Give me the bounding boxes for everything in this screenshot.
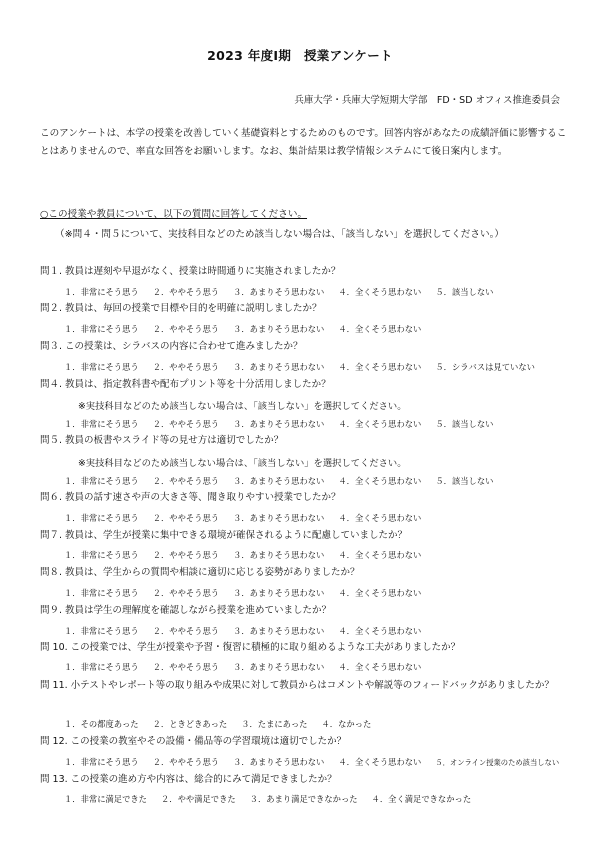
option[interactable]: ４．全くそう思わない [338, 550, 422, 560]
option[interactable]: １．非常にそう思う [64, 626, 139, 636]
option[interactable]: １．非常にそう思う [64, 324, 139, 334]
option[interactable]: ５．該当しない [435, 476, 494, 486]
option[interactable]: ２．ときどきあった [152, 719, 228, 729]
option[interactable]: ３．あまりそう思わない [233, 476, 325, 486]
option[interactable]: １．非常にそう思う [64, 476, 139, 486]
option[interactable]: １．非常にそう思う [64, 287, 139, 297]
option[interactable]: ２．ややそう思う [152, 324, 220, 334]
answer-options [64, 718, 385, 730]
option[interactable]: ４．全くそう思わない [338, 662, 422, 672]
option[interactable]: ２．ややそう思う [152, 626, 220, 636]
option[interactable]: ５．シラバスは見ていない [435, 362, 535, 372]
answer-options [64, 361, 549, 373]
option[interactable]: ２．ややそう思う [152, 513, 220, 523]
option[interactable]: １．非常にそう思う [64, 513, 139, 523]
answer-options [64, 549, 435, 561]
option[interactable]: １．非常にそう思う [64, 662, 139, 672]
question: 問７. 教員は、学生が授業に集中できる環境が確保されるように配慮していましたか？ [40, 530, 408, 541]
instruction [40, 206, 307, 220]
option[interactable]: ５．該当しない [435, 287, 494, 297]
page-title: 2023 年度Ⅰ期 授業アンケート [207, 48, 393, 63]
option[interactable]: ４．全くそう思わない [338, 626, 422, 636]
option[interactable]: ２．ややそう思う [152, 287, 220, 297]
option[interactable]: ２．ややそう思う [152, 662, 220, 672]
option[interactable]: ４．全くそう思わない [338, 324, 422, 334]
option[interactable]: ４．全くそう思わない [338, 588, 422, 598]
option[interactable]: ３．たまにあった [241, 719, 308, 729]
option[interactable]: ５．オンライン授業のため該当しない [435, 758, 560, 767]
answer-options [64, 587, 435, 599]
organization-name: 兵庫大学・兵庫大学短期大学部 FD・SD オフィス推進委員会 [294, 95, 560, 106]
option[interactable]: ２．やや満足できた [160, 794, 236, 804]
question: 問 10. この授業では、学生が授業や予習・復習に積極的に取り組めるような工夫がありましたか？ [40, 642, 461, 653]
question: 問５. 教員の板書やスライド等の見せ方は適切でしたか？ [40, 435, 284, 446]
answer-options [64, 512, 435, 524]
question: 問 11. 小テストやレポート等の取り組みや成果に対して教員からはコメントや解説等のフィードバックがありましたか？ [40, 680, 554, 691]
answer-options [64, 756, 573, 768]
answer-options [64, 661, 435, 673]
answer-options [64, 625, 435, 637]
option[interactable]: ３．あまりそう思わない [233, 550, 325, 560]
option[interactable]: ３．あまりそう思わない [233, 662, 325, 672]
option[interactable]: ４．全くそう思わない [338, 362, 422, 372]
answer-options [64, 793, 485, 805]
option[interactable]: ４．全くそう思わない [338, 513, 422, 523]
option[interactable]: １．非常にそう思う [64, 419, 139, 429]
question: 問８. 教員は、学生からの質問や相談に適切に応じる姿勢がありましたか？ [40, 567, 360, 578]
question: 問３. この授業は、シラバスの内容に合わせて進みましたか？ [40, 341, 303, 352]
option[interactable]: １．非常に満足できた [64, 794, 147, 804]
question: 問 13. この授業の進め方や内容は、総合的にみて満足できましたか？ [40, 774, 337, 785]
option[interactable]: １．非常にそう思う [64, 588, 139, 598]
answer-options [64, 418, 507, 430]
option[interactable]: ２．ややそう思う [152, 588, 220, 598]
answer-options [64, 323, 435, 335]
option[interactable]: ４．全くそう思わない [338, 419, 422, 429]
instruction-text: ○この授業や教員について、以下の質問に回答してください。 [40, 209, 308, 220]
option[interactable]: １．非常にそう思う [64, 757, 139, 767]
option[interactable]: ３．あまりそう思わない [233, 362, 325, 372]
option[interactable]: ２．ややそう思う [152, 550, 220, 560]
option[interactable]: ２．ややそう思う [152, 757, 220, 767]
option[interactable]: １．非常にそう思う [64, 550, 139, 560]
option[interactable]: ３．あまりそう思わない [233, 287, 325, 297]
option[interactable]: ３．あまり満足できなかった [249, 794, 358, 804]
option[interactable]: ３．あまりそう思わない [233, 513, 325, 523]
option[interactable]: ４．全くそう思わない [338, 757, 422, 767]
question: 問１. 教員は遅刻や早退がなく、授業は時間通りに実施されましたか？ [40, 266, 341, 277]
option[interactable]: ４．全く満足できなかった [371, 794, 472, 804]
question: 問６. 教員の話す速さや声の大きさ等、聞き取りやすい授業でしたか？ [40, 492, 341, 503]
option[interactable]: １．非常にそう思う [64, 362, 139, 372]
question: 問 12. この授業の教室やその設備・備品等の学習環境は適切でしたか？ [40, 736, 347, 747]
option[interactable]: ３．あまりそう思わない [233, 324, 325, 334]
question: 問９. 教員は学生の理解度を確認しながら授業を進めていましたか？ [40, 605, 332, 616]
option[interactable]: ２．ややそう思う [152, 476, 220, 486]
question-note: ※実技科目などのため該当しない場合は、「該当しない」を選択してください。 [78, 458, 407, 469]
option[interactable]: ３．あまりそう思わない [233, 588, 325, 598]
option[interactable]: ４．全くそう思わない [338, 476, 422, 486]
intro-paragraph: このアンケートは、本学の授業を改善していく基礎資料とするためのものです。回答内容があなたの成績評価に影響することはありませんので、率直な回答をお願いします。なお、集計結果は教学情報システムにて後日案内します。 [40, 128, 567, 157]
option[interactable]: ５．該当しない [435, 419, 494, 429]
option[interactable]: ３．あまりそう思わない [233, 626, 325, 636]
option[interactable]: １．その都度あった [64, 719, 139, 729]
question: 問４. 教員は、指定教科書や配布プリント等を十分活用しましたか？ [40, 379, 331, 390]
option[interactable]: ４．全くそう思わない [338, 287, 422, 297]
question: 問２. 教員は、毎回の授業で目標や目的を明確に説明しましたか？ [40, 303, 322, 314]
answer-options [64, 286, 507, 298]
option[interactable]: ２．ややそう思う [152, 419, 220, 429]
question-note: ※実技科目などのため該当しない場合は、「該当しない」を選択してください。 [78, 401, 407, 412]
answer-options [64, 475, 507, 487]
option[interactable]: ３．あまりそう思わない [233, 757, 325, 767]
instruction-note: （※問４・問５について、実技科目などのため該当しない場合は、「該当しない」を選択してください。） [55, 229, 504, 240]
option[interactable]: ４．なかった [321, 719, 372, 729]
option[interactable]: ３．あまりそう思わない [233, 419, 325, 429]
option[interactable]: ２．ややそう思う [152, 362, 220, 372]
